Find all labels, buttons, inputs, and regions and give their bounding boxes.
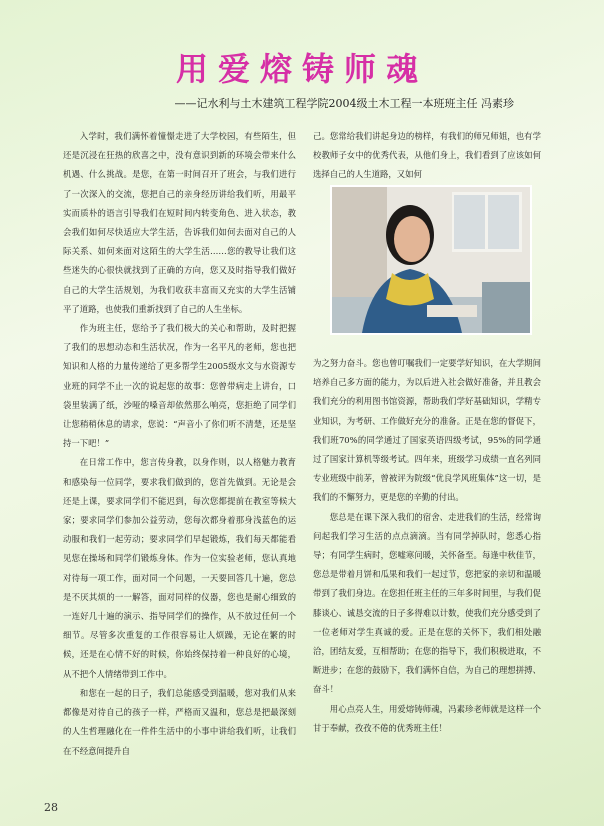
- article-title: 用爱熔铸师魂: [175, 50, 428, 88]
- paragraph: 和您在一起的日子，我们总能感受到温暖，您对我们从来都像是对待自己的孩子一样，严格而又温和，您总是把最深刻的人生哲理融化在一件件生活中的小事中讲给我们听，让我们在不经意间提升自: [63, 687, 296, 756]
- teacher-photo: [330, 185, 532, 335]
- right-column-top: [313, 127, 541, 185]
- paragraph: 作为班主任，您给予了我们极大的关心和帮助，及时把握了我们的思想动态和生活状况，作为一名平凡的老师，您也把知识和人格的力量传递给了更多帮学生2005级水文与水资源专业班的同学不止一次的说起您的故事：您曾带病走上讲台，口袋里装满了纸，沙哑的嗓音却依然那么响亮，您拒绝了同学们让您稍稍休息的请求，您说：“声音小了你们听不清楚，还是坚持一下吧！”: [63, 323, 296, 449]
- article-subtitle: ——记水利与土木建筑工程学院2004级土木工程一本班班主任 冯素珍: [174, 97, 514, 110]
- paragraph: 在日常工作中，您言传身教，以身作则，以人格魅力教育和感染每一位同学，要求我们做到的，您首先做到。无论是会还是上课，要求同学们不能迟到，每次您都提前在教室等候大家；要求同学们参加公益劳动，您每次都身着那身浅蓝色的运动服和我们一起劳动；要求同学们早起锻炼，我们每天都能看见您在操场和同学们锻炼身体。作为一位实验老师，您认真地对待每一项工作，面对同一个问题，一天要回答几十遍，您总是不厌其烦的一一解答，面对同样的仪器，您也是耐心细致的一连好几十遍的演示、指导同学们的操作，从不放过任何一个细节。尽管多次重复的工作很容易让人烦躁，无论在繁的时候，还是在心情不好的时候，你始终保持着一种良好的心境，从不把个人情绪带到工作中。: [63, 457, 296, 679]
- paragraph: 入学时，我们满怀着憧憬走进了大学校园，有些陌生，但还是沉浸在狂热的欣喜之中，没有意识到新的环境会带来什么机遇、什么挑战。是您，在第一时间召开了班会，与我们进行了一次深入的交流，您把自己的亲身经历讲给我们听，用最平实而质朴的语言引导我们在短时间内转变角色、进入状态，教会我们如何尽快适应大学生活，告诉我们如何去面对自己的人际关系、如何来面对这陌生的大学生活……您的教导让我们这些迷失的心很快就找到了正确的方向，您又及时指导我们做好自己的大学生活规划，为我们收获丰富而又充实的大学生活铺平了道路，也使我们重新找到了自己的人生坐标。: [63, 131, 296, 314]
- paragraph: 用心点亮人生，用爱熔铸师魂，冯素珍老师就是这样一个甘于奉献，孜孜不倦的优秀班主任！: [313, 703, 541, 733]
- right-column-bottom: [313, 354, 541, 738]
- left-column: [63, 127, 296, 761]
- paragraph: 为之努力奋斗。您也曾叮嘱我们一定要学好知识，在大学期间培养自己多方面的能力，为以后进入社会做好准备，并且教会我们充分的利用图书馆资源，帮助我们学好基础知识，学精专业知识，为考研、工作做好充分的准备。正是在您的督促下，我们班70%的同学通过了国家英语四级考试，95%的同学通过了国家计算机等级考试。四年来，班级学习成绩一直名列同专业班级中前茅，曾被评为院级“优良学风班集体”这一切，是我们的不懈努力，更是您的辛勤的付出。: [313, 358, 541, 503]
- paragraph: 己。您常给我们讲起身边的榜样，有我们的师兄师姐，也有学校教师子女中的优秀代表，从他们身上，我们看到了应该如何选择自己的人生道路，又如何: [313, 131, 541, 180]
- page-number: 28: [44, 801, 58, 814]
- paragraph: 您总是在课下深入我们的宿舍、走进我们的生活，经常询问起我们学习生活的点点滴滴。当有同学掉队时，您悉心指导；有同学生病时，您嘘寒问暖，关怀备至。每逢中秋佳节，您总是带着月饼和瓜果和我们一起过节，您把家的亲切和温暖带到了我们身边。在您担任班主任的三年多时间里，与我们促膝谈心、诚恳交流的日子多得难以计数，使我们充分感受到了一位老师对学生真诚的爱。正是在您的关怀下，我们相处融洽，团结友爱，互相帮助；在您的指导下，我们积极进取，不断进步；在您的鼓励下，我们满怀自信，为自己的理想拼搏、奋斗！: [313, 511, 541, 695]
